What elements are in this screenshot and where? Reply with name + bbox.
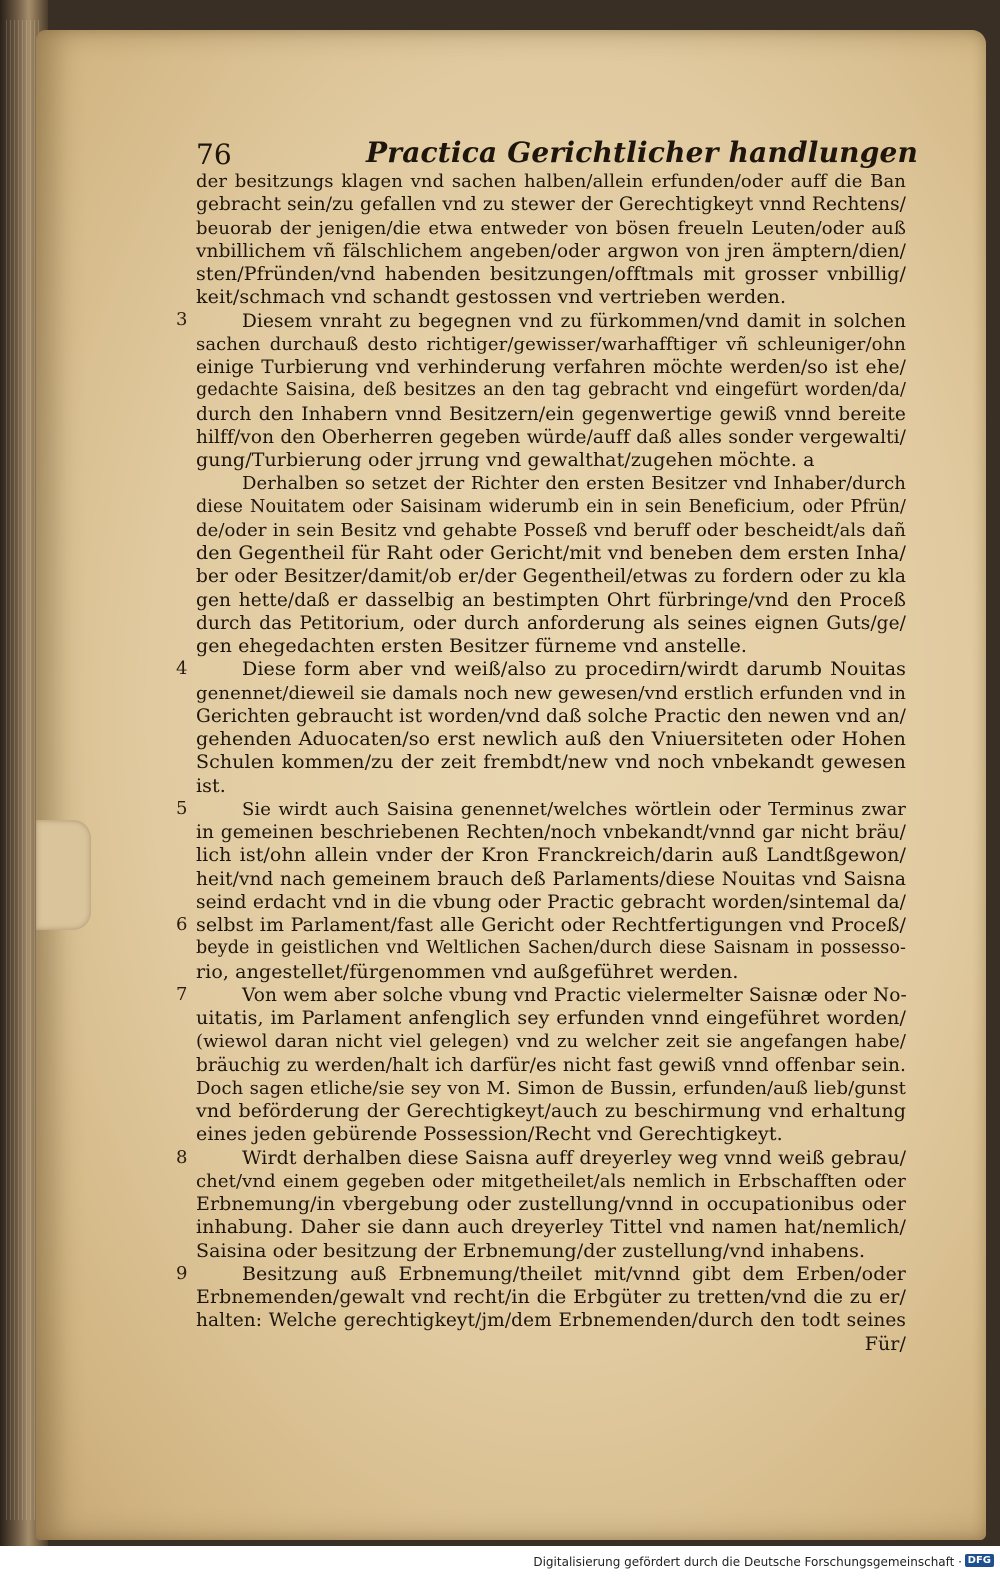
text-line: beuorab der jenigen/die etwa entweder von bösen freueln Leuten/oder auß	[196, 217, 906, 239]
text-line: Wirdt derhalben diese Saisna auff dreyerley weg vnnd weiß gebrau/	[242, 1146, 907, 1169]
bookmark-tab	[36, 820, 91, 930]
text-line: Erbnemenden/gewalt vnd recht/in die Erbgüter zu tretten/vnd die zu er/	[196, 1286, 906, 1308]
text-line: gedachte Saisina, deß besitzes an den tag gebracht vnd eingefürt worden/da/	[196, 380, 906, 401]
funding-note: Digitalisierung gefördert durch die Deutsche Forschungsgemeinschaft ·	[533, 1555, 962, 1569]
text-line: Besitzung auß Erbnemung/theilet mit/vnnd gibt dem Erben/oder	[242, 1262, 906, 1285]
text-line: beyde in geistlichen vnd Weltlichen Sachen/durch diese Saisnam in possesso-	[196, 938, 906, 959]
catchword: Für/	[864, 1332, 906, 1355]
text-line: Saisina oder besitzung der Erbnemung/der zustellung/vnd inhabens.	[196, 1239, 866, 1262]
text-line: lich ist/ohn allein vnder der Kron Franckreich/darin auß Landtßgewon/	[196, 844, 906, 867]
text-line: gebracht sein/zu gefallen vnd zu stewer der Gerechtigkeyt vnnd Rechtens/	[196, 194, 906, 216]
text-line: gen ehegedachten ersten Besitzer fürneme vnd anstelle.	[196, 635, 747, 657]
text-line: ber oder Besitzer/damit/ob er/der Gegentheil/etwas zu fordern oder zu kla	[196, 566, 906, 588]
page-edge-lines	[6, 20, 40, 1520]
text-line: selbst im Parlament/fast alle Gericht oder Rechtfertigungen vnd Proceß/	[196, 914, 906, 936]
text-line: vnbillichem vñ fälschlichem angeben/oder argwon von jren ämptern/dien/	[196, 240, 906, 262]
body-text	[196, 170, 906, 1356]
text-line: durch den Inhabern vnnd Besitzern/ein gegenwertige gewiß vnnd bereite	[196, 403, 906, 425]
margin-number: 5	[176, 798, 188, 819]
footer-bar	[0, 1546, 1000, 1578]
text-line: halten: Welche gerechtigkeyt/jm/dem Erbnemenden/durch den todt seines	[196, 1310, 906, 1332]
text-line: gen hette/daß er dasselbig an bestimpten Ohrt fürbringe/vnd den Proceß	[196, 589, 906, 611]
text-line: Derhalben so setzet der Richter den ersten Besitzer vnd Inhaber/durch	[242, 473, 906, 495]
text-line: hilff/von den Oberherren gegeben würde/auff daß alles sonder vergewalti/	[196, 426, 906, 448]
dfg-logo-icon: DFG	[965, 1554, 994, 1567]
text-line: den Gegentheil für Raht oder Gericht/mit vnd beneben dem ersten Inha/	[196, 542, 906, 564]
text-line: eines jeden gebürende Possession/Recht vnd Gerechtigkeyt.	[196, 1123, 783, 1146]
text-line: inhabung. Daher sie dann auch dreyerley Tittel vnd namen hat/nemlich/	[196, 1216, 906, 1239]
margin-number: 8	[176, 1147, 188, 1168]
text-line: gehenden Aduocaten/so erst newlich auß den Vniuersiteten oder Hohen	[196, 728, 906, 750]
margin-number: 4	[176, 658, 188, 679]
text-line: diese Nouitatem oder Saisinam widerumb ein in sein Beneficium, oder Pfrün/	[196, 496, 906, 517]
text-line: vnd beförderung der Gerechtigkeyt/auch zu beschirmung vnd erhaltung	[196, 1100, 906, 1122]
text-line: chet/vnd einem gegeben oder mitgetheilet/als nemlich in Erbschafften oder	[196, 1170, 906, 1192]
text-line: Schulen kommen/zu der zeit frembdt/new vnd noch vnbekandt gewesen	[196, 751, 906, 774]
text-line: einige Turbierung vnd verhinderung verfahren möchte werden/so ist ehe/	[196, 357, 906, 378]
text-line: seind erdacht vnd in die vbung oder Practic gebracht worden/sintemal da/	[196, 891, 906, 913]
margin-number: 3	[176, 309, 188, 330]
page-number: 76	[196, 138, 232, 171]
book-page	[36, 30, 986, 1540]
text-line: keit/schmach vnd schandt gestossen vnd vertrieben werden.	[196, 286, 787, 309]
margin-number: 7	[176, 984, 188, 1005]
text-line: Gerichten gebraucht ist worden/vnd daß solche Practic den newen vnd an/	[196, 705, 906, 727]
text-line: de/oder in sein Besitz vnd gehabte Posseß vnd beruff oder bescheidt/als dañ	[196, 519, 906, 541]
running-title: Practica Gerichtlicher handlungen	[366, 136, 919, 169]
text-line: heit/vnd nach gemeinem brauch deß Parlaments/diese Nouitas vnd Saisna	[196, 868, 906, 890]
margin-number: 6	[176, 914, 188, 935]
text-line: ist.	[196, 774, 226, 797]
text-line: Doch sagen etliche/sie sey von M. Simon de Bussin, erfunden/auß lieb/gunst	[196, 1077, 906, 1099]
text-line: bräuchig zu werden/halt ich darfür/es nicht fast gewiß vnnd offenbar sein.	[196, 1054, 906, 1076]
text-line: genennet/dieweil sie damals noch new gewesen/vnd erstlich erfunden vnd in	[196, 682, 906, 704]
text-line: Diesem vnraht zu begegnen vnd zu fürkommen/vnd damit in solchen	[242, 310, 906, 332]
text-line: (wiewol daran nicht viel gelegen) vnd zu welcher zeit sie angefangen habe/	[196, 1031, 906, 1053]
text-line: der besitzungs klagen vnd sachen halben/allein erfunden/oder auff die Ban	[196, 171, 906, 192]
text-line: sten/Pfründen/vnd habenden besitzungen/offtmals mit grosser vnbillig/	[196, 263, 906, 285]
text-line: durch das Petitorium, oder durch anforderung als seines eignen Guts/ge/	[196, 612, 906, 634]
text-line: Von wem aber solche vbung vnd Practic vielermelter Saisnæ oder No-	[242, 984, 907, 1006]
text-line: rio, angestellet/fürgenommen vnd außgeführet werden.	[196, 960, 739, 983]
text-line: Diese form aber vnd weiß/also zu procedirn/wirdt darumb Nouitas	[242, 658, 906, 681]
margin-number: 9	[176, 1263, 188, 1284]
text-line: sachen durchauß desto richtiger/gewisser/warhafftiger vñ schleuniger/ohn	[196, 333, 906, 355]
text-line: uitatis, im Parlament anfenglich sey erfunden vnnd eingeführet worden/	[196, 1007, 906, 1029]
text-line: in gemeinen beschriebenen Rechten/noch vnbekandt/vnnd gar nicht bräu/	[196, 822, 906, 843]
text-line: gung/Turbierung oder jrrung vnd gewalthat/zugehen möchte. a	[196, 449, 815, 471]
text-line: Sie wirdt auch Saisina genennet/welches wörtlein oder Terminus zwar	[242, 798, 906, 820]
text-line: Erbnemung/in vbergebung oder zustellung/vnnd in occupationibus oder	[196, 1193, 906, 1215]
